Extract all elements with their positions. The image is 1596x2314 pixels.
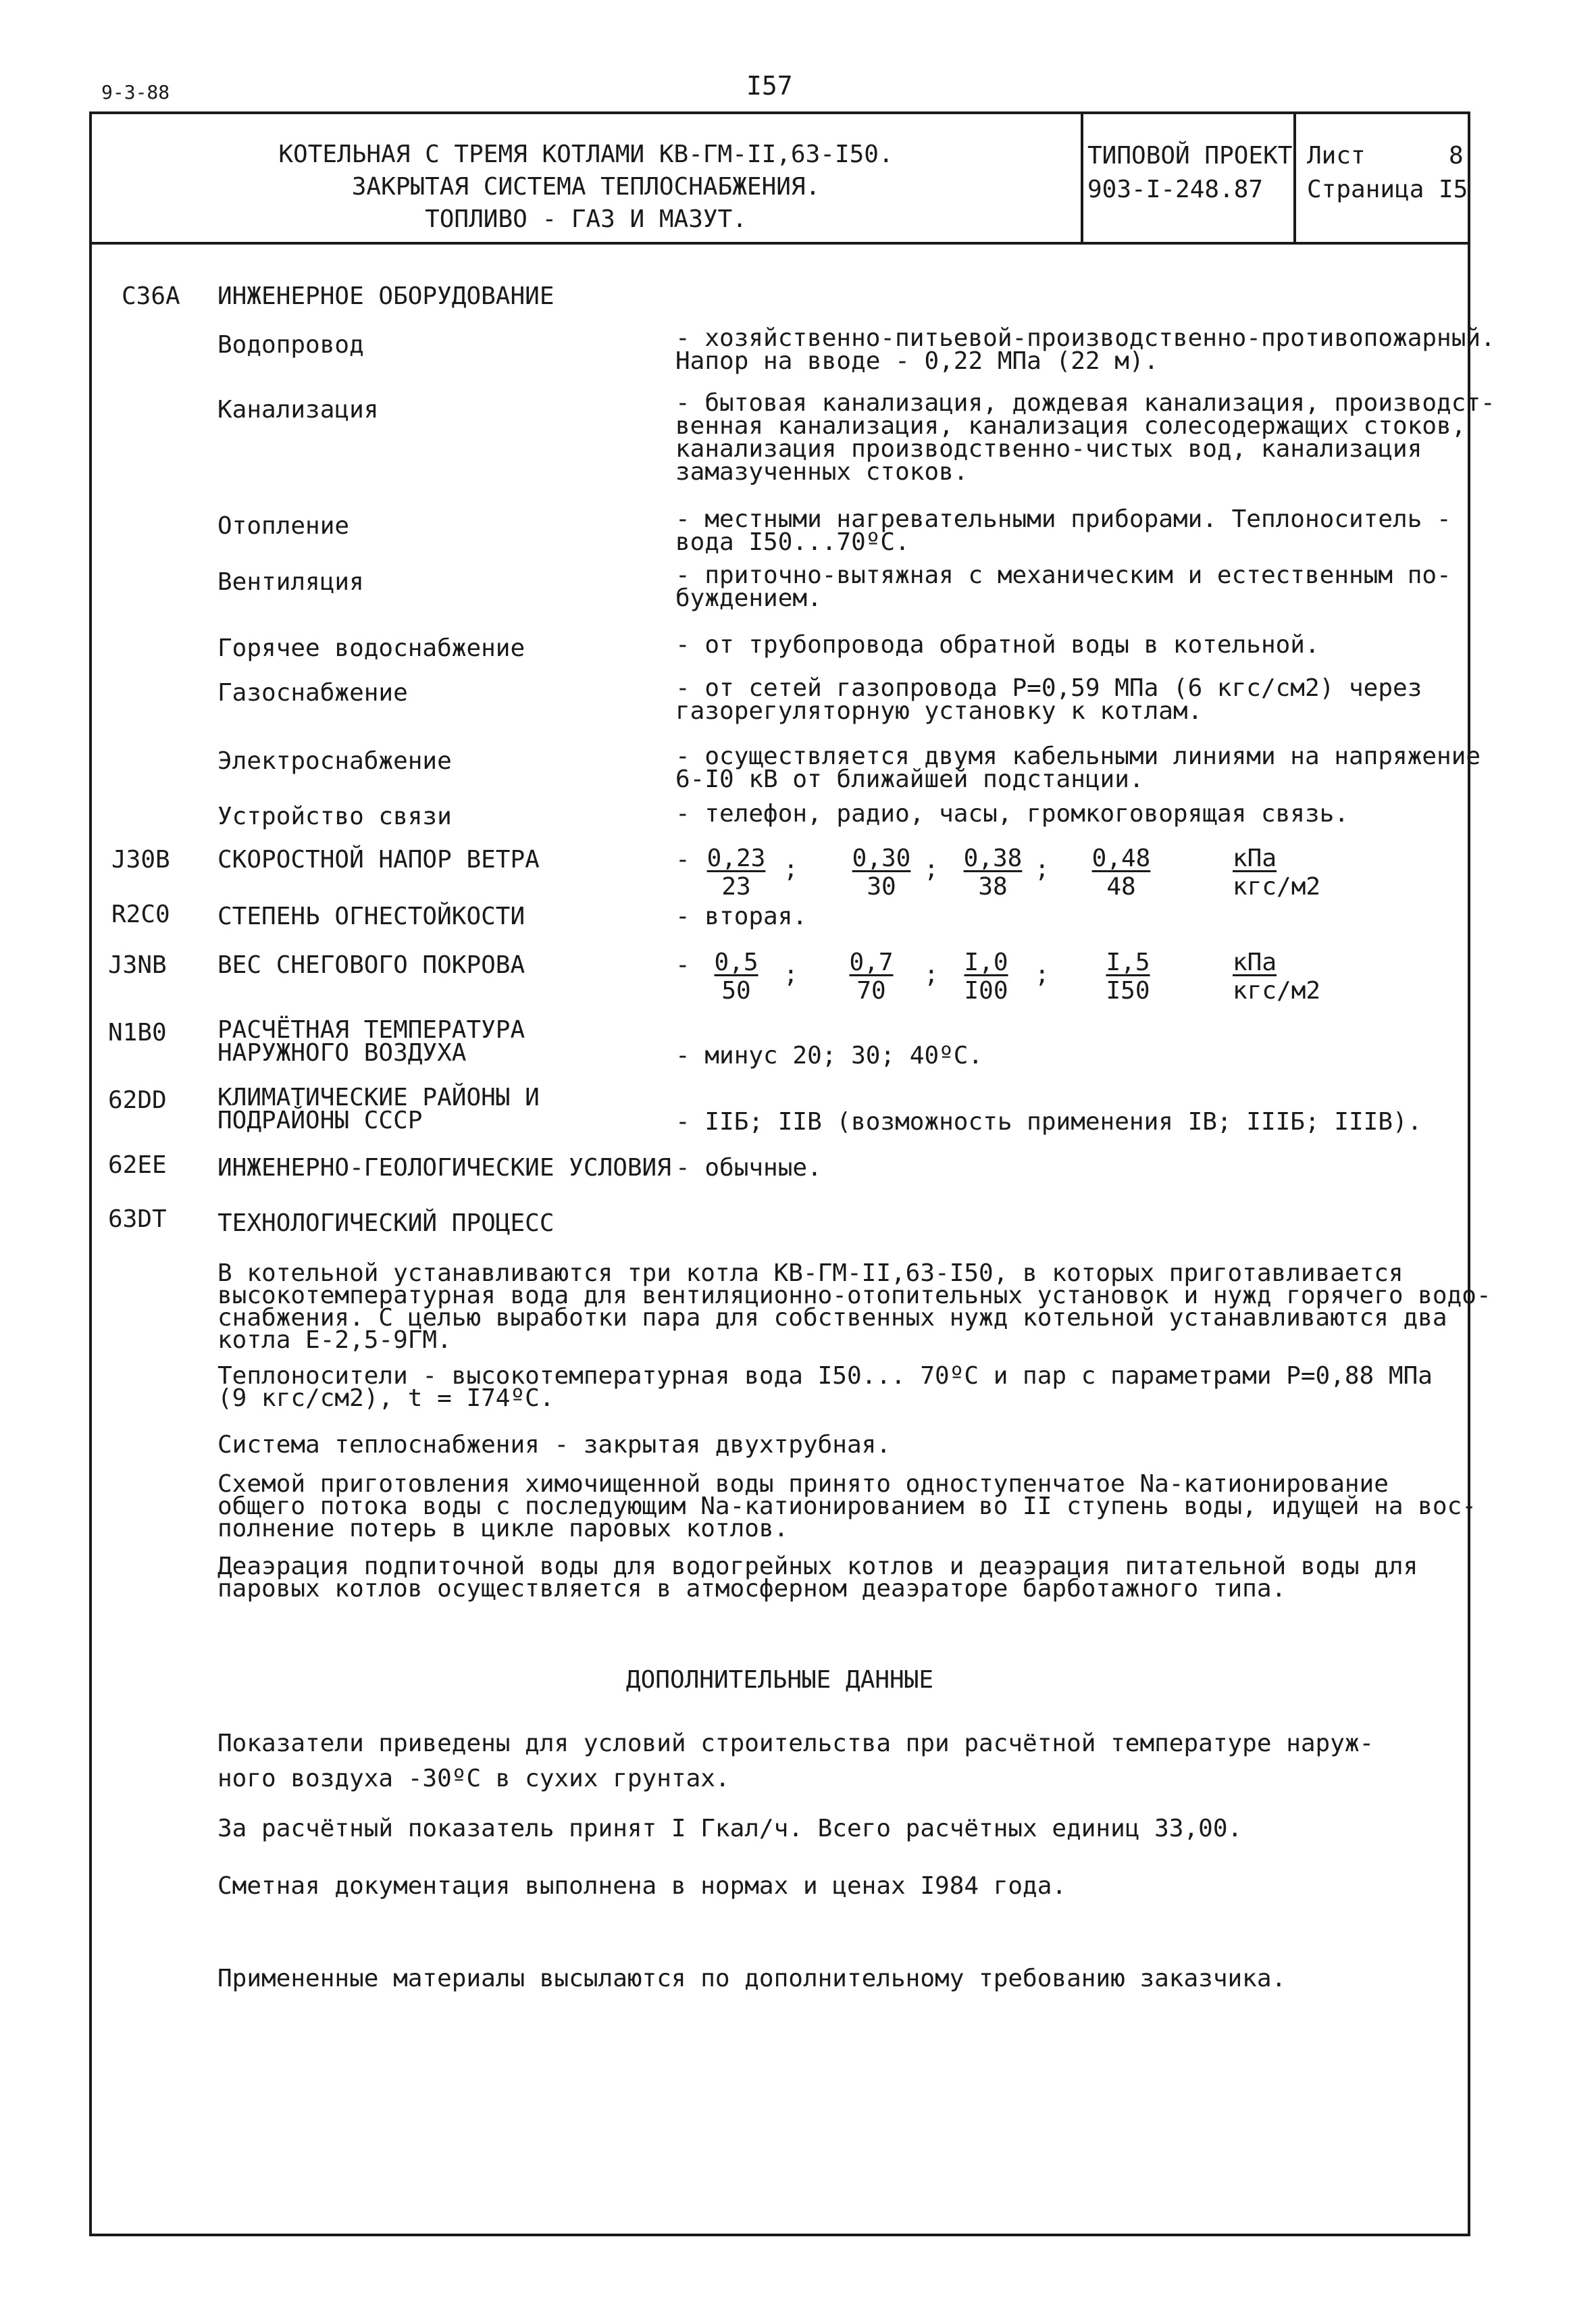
- snow-separator-1: ;: [783, 961, 798, 988]
- snow-fraction-2-den: 70: [856, 977, 886, 1005]
- wind-unit: [1233, 846, 1327, 900]
- additional-heading: ДОПОЛНИТЕЛЬНЫЕ ДАННЫЕ: [625, 1666, 934, 1694]
- header-title: [95, 142, 1077, 232]
- fire-code: R2C0: [111, 901, 170, 928]
- header-title-line-3: ТОПЛИВО - ГАЗ И МАЗУТ.: [425, 205, 747, 233]
- sheet-value: 8: [1449, 142, 1464, 170]
- wind-fraction-2-num: 0,30: [852, 845, 911, 872]
- temp-label-line-1: РАСЧЁТНАЯ ТЕМПЕРАТУРА: [217, 1016, 525, 1044]
- snow-dash: -: [675, 951, 690, 979]
- page-label: Страница: [1307, 176, 1424, 203]
- snow-fraction-1-den: 50: [721, 977, 751, 1005]
- additional-paragraph-4: Примененные материалы высылаются по дополнительному требованию заказчика.: [217, 1965, 1287, 1992]
- wind-dash: -: [675, 846, 690, 874]
- climate-label-line-2: ПОДРАЙОНЫ СССР: [217, 1107, 423, 1134]
- page-date: 9-3-88: [101, 81, 170, 103]
- snow-fraction-4-num: I,5: [1106, 949, 1150, 976]
- value-communication: - телефон, радио, часы, громкоговорящая связь.: [675, 800, 1349, 828]
- label-power-supply: Электроснабжение: [217, 747, 452, 775]
- temp-label-line-2: НАРУЖНОГО ВОЗДУХА: [217, 1039, 467, 1067]
- snow-unit-num: кПа: [1233, 949, 1277, 976]
- wind-separator-2: ;: [924, 855, 939, 883]
- wind-code: J30B: [111, 846, 170, 874]
- snow-unit: [1233, 950, 1327, 1004]
- process-heading: ТЕХНОЛОГИЧЕСКИЙ ПРОЦЕСС: [217, 1209, 555, 1237]
- geology-code: 62EE: [108, 1151, 167, 1179]
- climate-code: 62DD: [108, 1086, 167, 1114]
- label-hot-water: Горячее водоснабжение: [217, 634, 525, 662]
- sheet-label: Лист: [1307, 142, 1366, 170]
- value-ventilation: - приточно-вытяжная с механическим и естественным по- буждением.: [675, 561, 1451, 612]
- snow-fraction-3-den: I00: [964, 977, 1008, 1005]
- header-title-line-1: КОТЕЛЬНАЯ С ТРЕМЯ КОТЛАМИ КВ-ГМ-II,63-I50.: [278, 141, 894, 168]
- snow-fraction-2: [838, 950, 905, 1004]
- temp-label: [217, 1016, 525, 1067]
- snow-separator-3: ;: [1035, 961, 1050, 988]
- geology-label: ИНЖЕНЕРНО-ГЕОЛОГИЧЕСКИЕ УСЛОВИЯ: [217, 1154, 671, 1182]
- snow-fraction-2-num: 0,7: [849, 949, 894, 976]
- header-divider: [89, 242, 1470, 245]
- additional-paragraph-1: Показатели приведены для условий строительства при расчётной температуре наруж- ного воздуха -30ºС в сухих грунтах.: [217, 1730, 1374, 1792]
- label-ventilation: Вентиляция: [217, 568, 364, 596]
- snow-separator-2: ;: [924, 961, 939, 988]
- wind-unit-den: кгс/м2: [1233, 873, 1321, 901]
- temp-value: - минус 20; 30; 40ºС.: [675, 1042, 983, 1070]
- value-hot-water: - от трубопровода обратной воды в котельной.: [675, 631, 1320, 659]
- wind-fraction-3: [959, 846, 1027, 900]
- snow-fraction-4-den: I50: [1106, 977, 1150, 1005]
- wind-unit-num: кПа: [1233, 845, 1277, 872]
- snow-fraction-1: [702, 950, 770, 1004]
- wind-fraction-2: [848, 846, 915, 900]
- wind-fraction-4: [1087, 846, 1155, 900]
- process-paragraph-2: Теплоносители - высокотемпературная вода I50... 70ºС и пар с параметрами Р=0,88 МПа (9 кгс/см2), t = I74ºС.: [217, 1362, 1433, 1412]
- snow-unit-den: кгс/м2: [1233, 977, 1321, 1005]
- process-paragraph-3: Система теплоснабжения - закрытая двухтрубная.: [217, 1431, 891, 1459]
- value-sewerage: - бытовая канализация, дождевая канализация, производст- венная канализация, канализация солесодержащих стоков, канализация производственно-чистых вод, канализация замазученных стоков.: [675, 389, 1495, 486]
- label-communication: Устройство связи: [217, 803, 452, 830]
- wind-fraction-3-den: 38: [978, 873, 1008, 901]
- value-water-supply: - хозяйственно-питьевой-производственно-противопожарный. Напор на вводе - 0,22 МПа (22 м).: [675, 324, 1495, 375]
- label-gas-supply: Газоснабжение: [217, 679, 408, 707]
- project-label: ТИПОВОЙ ПРОЕКТ: [1087, 142, 1293, 170]
- label-water-supply: Водопровод: [217, 331, 364, 359]
- fire-label: СТЕПЕНЬ ОГНЕСТОЙКОСТИ: [217, 903, 525, 930]
- page-value: I5: [1439, 176, 1468, 203]
- project-number: 903-I-248.87: [1087, 176, 1264, 203]
- value-power-supply: - осуществляется двумя кабельными линиями на напряжение 6-I0 кВ от ближайшей подстанции.: [675, 743, 1481, 793]
- fire-value: - вторая.: [675, 903, 808, 930]
- label-heating: Отопление: [217, 512, 350, 540]
- wind-label: СКОРОСТНОЙ НАПОР ВЕТРА: [217, 846, 540, 874]
- process-code: 63DT: [108, 1205, 167, 1233]
- header-column-divider-1: [1081, 111, 1083, 243]
- snow-label: ВЕС СНЕГОВОГО ПОКРОВА: [217, 951, 525, 979]
- snow-fraction-4: [1094, 950, 1162, 1004]
- wind-fraction-3-num: 0,38: [963, 845, 1023, 872]
- snow-fraction-1-num: 0,5: [714, 949, 758, 976]
- process-paragraph-1: В котельной устанавливаются три котла КВ-ГМ-II,63-I50, в которых приготавливается высокотемпературная вода для вентиляционно-отопительных установок и нужд горячего водо- снабжения. С целью выработки пара для собственных нужд котельной устанавливаются два котла Е-2,5-9ГМ.: [217, 1259, 1491, 1354]
- wind-fraction-4-num: 0,48: [1091, 845, 1151, 872]
- snow-fraction-3-num: I,0: [964, 949, 1008, 976]
- value-gas-supply: - от сетей газопровода Р=0,59 МПа (6 кгс/см2) через газорегуляторную установку к котлам.: [675, 674, 1422, 725]
- wind-fraction-4-den: 48: [1106, 873, 1136, 901]
- climate-label: [217, 1086, 540, 1132]
- engineering-code: С36А: [122, 282, 180, 310]
- label-sewerage: Канализация: [217, 396, 379, 424]
- engineering-heading: ИНЖЕНЕРНОЕ ОБОРУДОВАНИЕ: [217, 282, 555, 310]
- wind-fraction-2-den: 30: [867, 873, 896, 901]
- wind-separator-1: ;: [783, 855, 798, 883]
- wind-fraction-1-den: 23: [721, 873, 751, 901]
- additional-paragraph-2: За расчётный показатель принят I Гкал/ч. Всего расчётных единиц 33,00.: [217, 1815, 1243, 1842]
- temp-code: N1B0: [108, 1019, 167, 1047]
- process-paragraph-4: Схемой приготовления химочищенной воды принято одноступенчатое Nа-катионирование общего потока воды с последующим Nа-катионированием во II ступень воды, идущей на вос- полнение потерь в цикле паровых котлов.: [217, 1470, 1476, 1542]
- wind-fraction-1-num: 0,23: [706, 845, 766, 872]
- page-number: I57: [746, 71, 793, 101]
- value-heating: - местными нагревательными приборами. Теплоноситель - вода I50...70ºС.: [675, 505, 1451, 556]
- climate-label-line-1: КЛИМАТИЧЕСКИЕ РАЙОНЫ И: [217, 1084, 540, 1111]
- climate-value: - IIБ; IIВ (возможность применения IВ; IIIБ; IIIВ).: [675, 1108, 1422, 1136]
- wind-fraction-1: [702, 846, 770, 900]
- geology-value: - обычные.: [675, 1154, 822, 1182]
- process-paragraph-5: Деаэрация подпиточной воды для водогрейных котлов и деаэрация питательной воды для паровых котлов осуществляется в атмосферном деаэраторе барботажного типа.: [217, 1553, 1418, 1603]
- additional-paragraph-3: Сметная документация выполнена в нормах и ценах I984 года.: [217, 1872, 1067, 1900]
- snow-code: J3NB: [108, 951, 167, 979]
- header-column-divider-2: [1293, 111, 1296, 243]
- wind-separator-3: ;: [1035, 855, 1050, 883]
- header-title-line-2: ЗАКРЫТАЯ СИСТЕМА ТЕПЛОСНАБЖЕНИЯ.: [351, 173, 821, 201]
- snow-fraction-3: [952, 950, 1020, 1004]
